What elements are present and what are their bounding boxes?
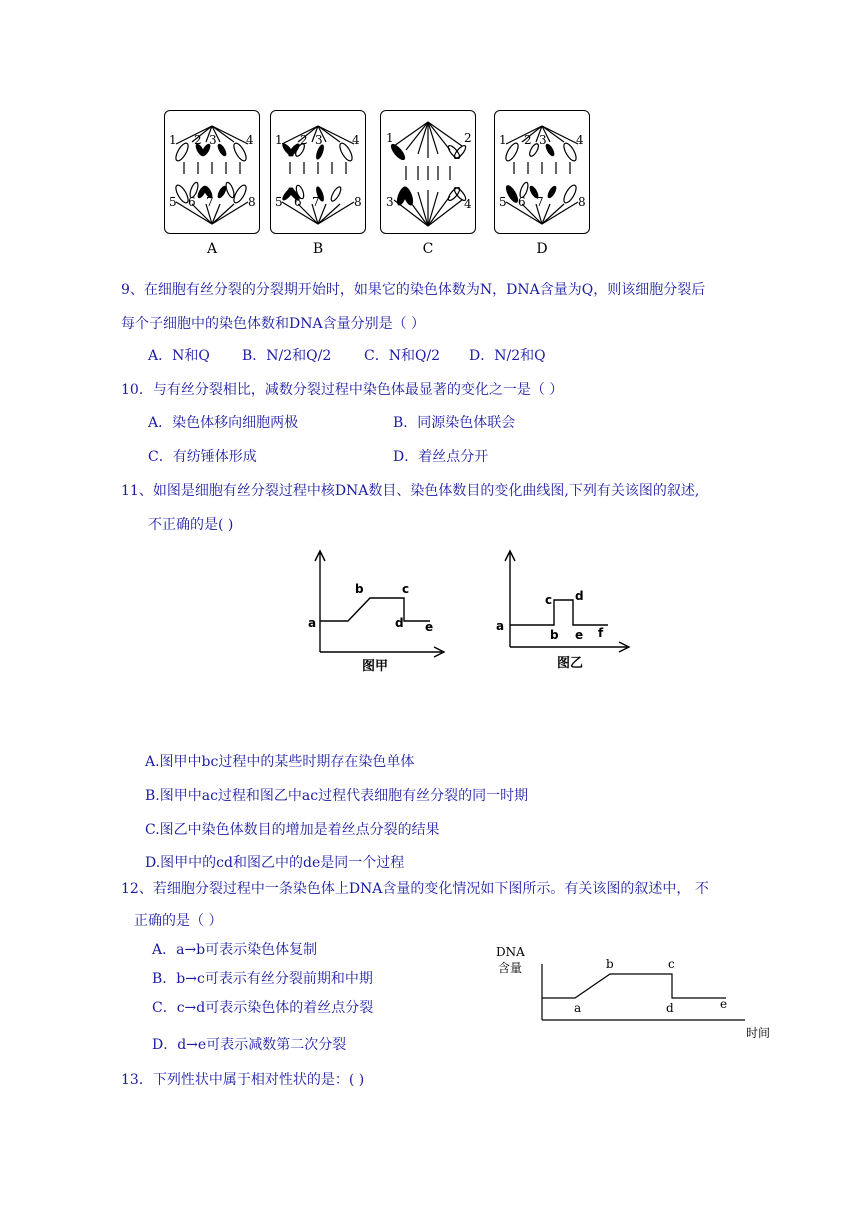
cell-num: 1 xyxy=(169,133,177,147)
cell-num: 8 xyxy=(248,195,256,209)
cell-num: 3 xyxy=(539,133,547,147)
cell-num: 6 xyxy=(294,195,302,209)
cell-num: 2 xyxy=(194,133,202,147)
question-9-line-2: 每个子细胞中的染色体数和DNA含量分别是（ ） xyxy=(121,316,426,332)
question-10-option-a: A．染色体移向细胞两极 xyxy=(148,415,299,431)
question-11-option-d: D.图甲中的cd和图乙中的de是同一个过程 xyxy=(145,855,405,871)
cell-figure-d-drawing xyxy=(494,110,590,234)
cell-num: 5 xyxy=(275,195,283,209)
cell-num: 3 xyxy=(386,195,394,209)
graph-yi-label-b: b xyxy=(550,628,559,642)
cell-figure-b xyxy=(270,110,366,257)
graph-dna-content xyxy=(490,940,790,1050)
graph-dna-label-b: b xyxy=(606,957,614,971)
question-11-option-c: C.图乙中染色体数目的增加是着丝点分裂的结果 xyxy=(145,822,440,838)
graph-yi-label-f: f xyxy=(598,626,604,640)
graph-jia-label-c: c xyxy=(402,582,410,596)
graph-yi-label-d: d xyxy=(575,589,584,603)
question-12-line-2: 正确的是（ ） xyxy=(134,913,223,929)
cell-num: 6 xyxy=(518,195,526,209)
graph-yi xyxy=(490,545,635,675)
question-12-option-b: B．b→c可表示有丝分裂前期和中期 xyxy=(152,971,373,987)
cell-figure-label: A xyxy=(206,241,218,257)
cell-num: 6 xyxy=(188,195,196,209)
question-9-option-a: A．N和Q xyxy=(148,348,210,364)
question-9-option-d: D．N/2和Q xyxy=(469,348,546,364)
cell-figure-label: C xyxy=(422,241,434,257)
graph-dna-ylabel-2: 含量 xyxy=(498,961,523,975)
question-11-option-b: B.图甲中ac过程和图乙中ac过程代表细胞有丝分裂的同一时期 xyxy=(145,788,529,804)
cell-num: 7 xyxy=(206,195,214,209)
cell-figure-c xyxy=(380,110,476,257)
graph-yi-label-c: c xyxy=(545,593,553,607)
graph-dna-label-d: d xyxy=(666,1001,674,1015)
question-12-option-a: A．a→b可表示染色体复制 xyxy=(152,942,318,958)
cell-num: 4 xyxy=(576,133,584,147)
question-13-line-1: 13．下列性状中属于相对性状的是：( ) xyxy=(121,1072,365,1088)
graph-dna-label-c: c xyxy=(668,957,675,971)
cell-figure-c-drawing xyxy=(380,110,476,234)
graph-yi-label-e: e xyxy=(575,628,584,642)
question-11-line-2: 不正确的是( ) xyxy=(148,517,234,533)
cell-division-figures xyxy=(160,110,600,260)
cell-num: 4 xyxy=(352,133,360,147)
graph-dna-ylabel-1: DNA xyxy=(496,945,525,959)
cell-num: 8 xyxy=(578,195,586,209)
cell-num: 4 xyxy=(246,133,254,147)
question-9-option-c: C．N和Q/2 xyxy=(364,348,441,364)
cell-figure-label: B xyxy=(312,241,324,257)
cell-num: 1 xyxy=(275,133,283,147)
cell-num: 8 xyxy=(354,195,362,209)
graph-jia-title: 图甲 xyxy=(362,659,389,674)
graph-yi-label-a: a xyxy=(496,619,505,633)
cell-num: 7 xyxy=(312,195,320,209)
question-11-option-a: A.图甲中bc过程中的某些时期存在染色单体 xyxy=(145,754,415,770)
cell-num: 1 xyxy=(499,133,507,147)
cell-num: 3 xyxy=(315,133,323,147)
graph-jia xyxy=(300,545,450,675)
cell-num: 2 xyxy=(464,131,472,145)
question-10-option-d: D．着丝点分开 xyxy=(393,449,489,465)
graph-jia-label-b: b xyxy=(355,582,364,596)
graph-dna-label-e: e xyxy=(720,997,728,1011)
cell-num: 2 xyxy=(524,133,532,147)
cell-figure-label: D xyxy=(536,241,548,257)
question-12-option-c: C．c→d可表示染色体的着丝点分裂 xyxy=(152,1000,374,1016)
question-11-line-1: 11、如图是细胞有丝分裂过程中核DNA数目、染色体数目的变化曲线图,下列有关该图的叙述, xyxy=(121,483,700,499)
question-10-option-c: C．有纺锤体形成 xyxy=(148,449,257,465)
cell-num: 5 xyxy=(169,195,177,209)
graph-yi-title: 图乙 xyxy=(557,656,584,671)
cell-num: 5 xyxy=(499,195,507,209)
graph-dna-xlabel: 时间 xyxy=(746,1026,771,1040)
cell-num: 4 xyxy=(464,197,472,211)
cell-num: 3 xyxy=(209,133,217,147)
question-10-line-1: 10．与有丝分裂相比，减数分裂过程中染色体最显著的变化之一是（ ） xyxy=(121,382,564,398)
cell-figure-a xyxy=(164,110,260,257)
cell-num: 1 xyxy=(386,131,394,145)
graph-jia-label-d: d xyxy=(395,616,404,630)
graph-jia-label-e: e xyxy=(425,620,434,634)
graph-dna-label-a: a xyxy=(574,1001,582,1015)
question-12-option-d: D．d→e可表示减数第二次分裂 xyxy=(152,1037,347,1053)
cell-figure-a-drawing xyxy=(164,110,260,234)
cell-figure-d xyxy=(494,110,590,257)
graph-jia-label-a: a xyxy=(308,616,317,630)
cell-figure-b-drawing xyxy=(270,110,366,234)
cell-num: 2 xyxy=(300,133,308,147)
question-9-option-b: B．N/2和Q/2 xyxy=(242,348,332,364)
question-9-line-1: 9、在细胞有丝分裂的分裂期开始时，如果它的染色体数为N，DNA含量为Q，则该细胞分裂后 xyxy=(121,282,706,298)
cell-num: 7 xyxy=(536,195,544,209)
question-10-option-b: B．同源染色体联会 xyxy=(393,415,516,431)
question-12-line-1: 12、若细胞分裂过程中一条染色体上DNA含量的变化情况如下图所示。有关该图的叙述中， 不 xyxy=(121,881,709,897)
